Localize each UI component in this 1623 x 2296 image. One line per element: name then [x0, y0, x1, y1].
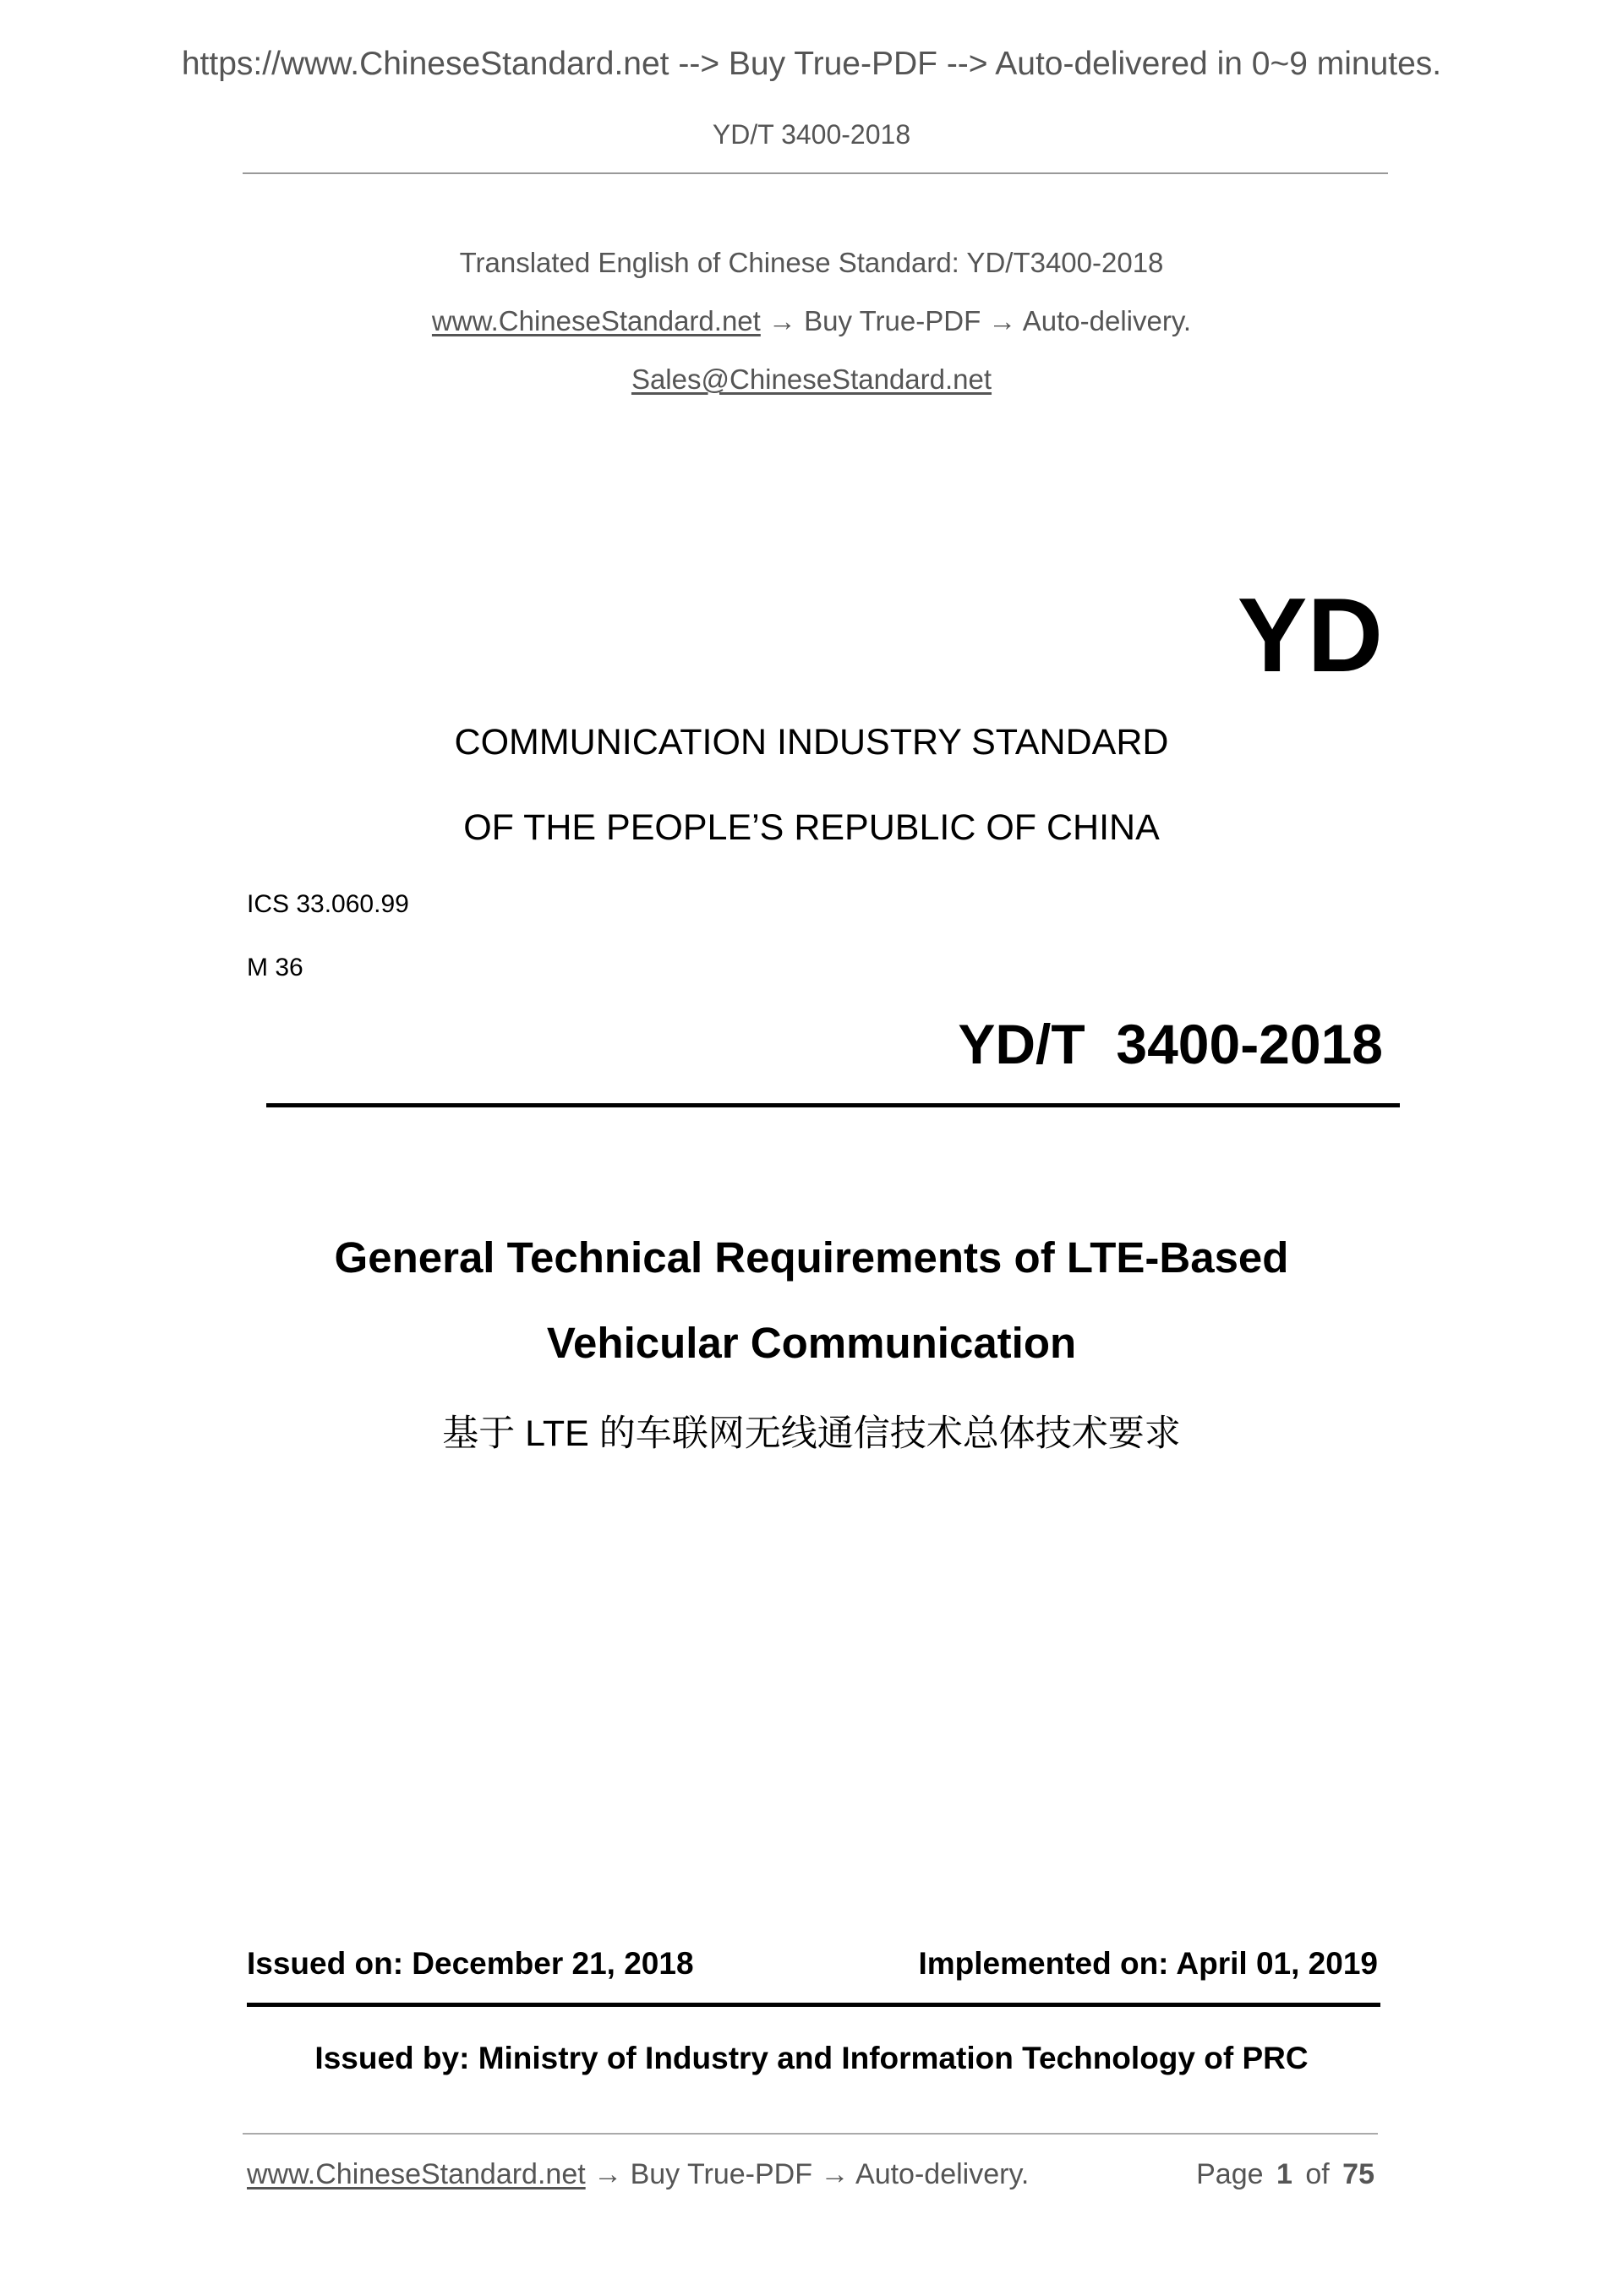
page-total: 75: [1342, 2158, 1374, 2190]
arrow-right-icon: →: [593, 2158, 623, 2190]
ics-code: ICS 33.060.99: [247, 890, 409, 918]
page-label: Page: [1196, 2158, 1264, 2190]
org-line-2: OF THE PEOPLE’S REPUBLIC OF CHINA: [463, 807, 1160, 848]
standard-number: YD/T 3400-2018: [958, 1013, 1383, 1075]
site-link[interactable]: www.ChineseStandard.net: [431, 305, 761, 336]
email-link[interactable]: Sales@ChineseStandard.net: [631, 364, 992, 395]
footer-delivery-text: Auto-delivery.: [855, 2158, 1030, 2190]
issued-by: Issued by: Ministry of Industry and Information Technology of PRC: [314, 2041, 1309, 2075]
footer-buy-text: Buy True-PDF: [630, 2158, 812, 2190]
arrow-right-icon: →: [988, 305, 1017, 336]
issued-on: Issued on: December 21, 2018: [247, 1946, 694, 1981]
dates-divider: [247, 2003, 1380, 2007]
page-of: of: [1305, 2158, 1330, 2190]
org-line-1: COMMUNICATION INDUSTRY STANDARD: [454, 722, 1169, 763]
top-banner-text: https://www.ChineseStandard.net --> Buy True-PDF --> Auto-delivered in 0~9 minutes.: [181, 46, 1442, 82]
title-en-line-2: Vehicular Communication: [546, 1319, 1077, 1367]
footer-divider: [243, 2133, 1378, 2135]
delivery-text: Auto-delivery.: [1022, 305, 1192, 336]
header-divider: [243, 172, 1388, 174]
email-line: [0, 364, 1623, 396]
title-cn: 基于 LTE 的车联网无线通信技术总体技术要求: [442, 1413, 1181, 1454]
implemented-on: Implemented on: April 01, 2019: [918, 1946, 1378, 1981]
page-current: 1: [1276, 2158, 1292, 2190]
arrow-right-icon: →: [768, 305, 796, 336]
running-header: YD/T 3400-2018: [712, 119, 911, 150]
page-indicator: [1196, 2158, 1374, 2191]
standard-divider: [266, 1103, 1400, 1107]
yd-logo: YD: [1237, 577, 1383, 694]
footer-site-link[interactable]: www.ChineseStandard.net: [247, 2158, 586, 2190]
footer-purchase-line: [247, 2158, 1029, 2191]
arrow-right-icon: →: [820, 2158, 850, 2190]
buy-text: Buy True-PDF: [804, 305, 981, 336]
purchase-line: [0, 305, 1623, 337]
title-en-line-1: General Technical Requirements of LTE-Based: [334, 1233, 1289, 1282]
ccs-code: M 36: [247, 954, 303, 981]
translation-note: Translated English of Chinese Standard: YD/T3400-2018: [459, 247, 1164, 278]
